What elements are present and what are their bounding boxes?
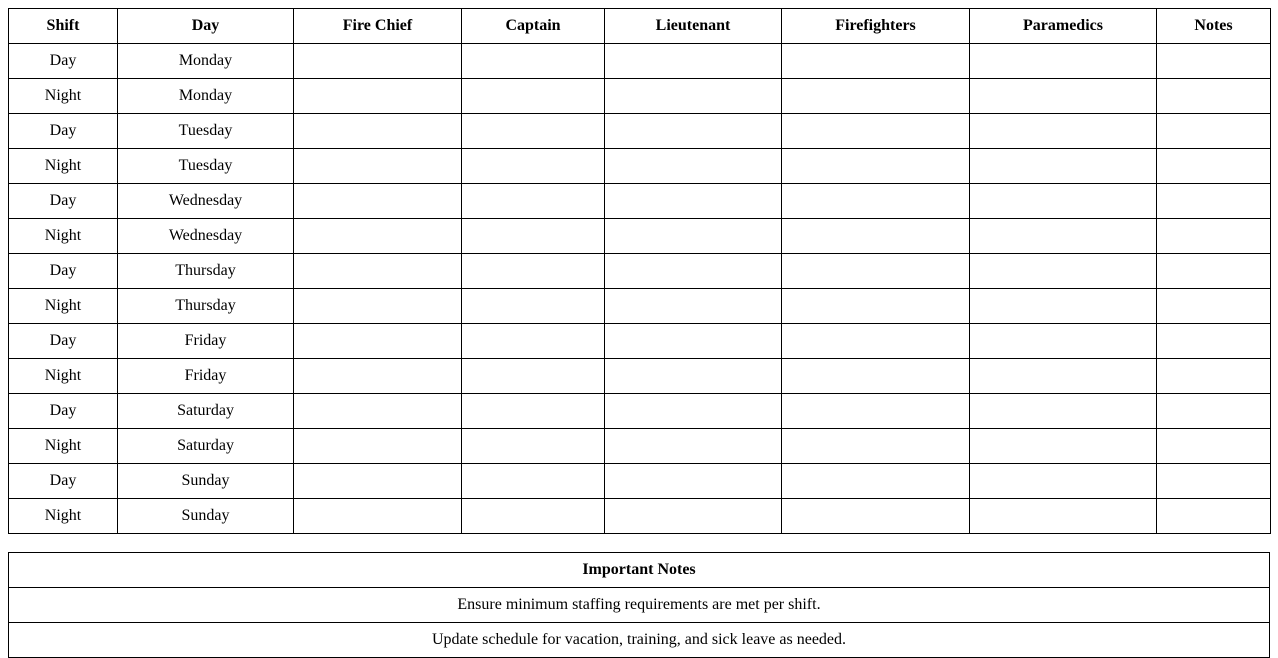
cell-lieutenant: [605, 79, 782, 114]
cell-captain: [462, 359, 605, 394]
cell-captain: [462, 114, 605, 149]
table-row: [9, 114, 1271, 149]
column-header-day: Day: [118, 9, 294, 44]
cell-lieutenant: [605, 184, 782, 219]
cell-lieutenant: [605, 254, 782, 289]
cell-lieutenant: [605, 359, 782, 394]
cell-captain: [462, 79, 605, 114]
column-header-fire-chief: Fire Chief: [294, 9, 462, 44]
note-item: Ensure minimum staffing requirements are met per shift.: [9, 588, 1270, 623]
column-header-paramedics: Paramedics: [970, 9, 1157, 44]
cell-paramedics: [970, 254, 1157, 289]
note-item: Update schedule for vacation, training, and sick leave as needed.: [9, 623, 1270, 658]
cell-firefighters: [782, 44, 970, 79]
cell-notes: [1157, 499, 1271, 534]
table-row: [9, 219, 1271, 254]
cell-paramedics: [970, 219, 1157, 254]
cell-lieutenant: [605, 394, 782, 429]
column-header-captain: Captain: [462, 9, 605, 44]
cell-notes: [1157, 394, 1271, 429]
cell-firefighters: [782, 464, 970, 499]
cell-notes: [1157, 254, 1271, 289]
cell-fire-chief: [294, 324, 462, 359]
cell-captain: [462, 184, 605, 219]
notes-title-row: [9, 553, 1270, 588]
cell-day: Thursday: [118, 289, 294, 324]
column-header-firefighters: Firefighters: [782, 9, 970, 44]
table-row: [9, 44, 1271, 79]
cell-firefighters: [782, 499, 970, 534]
schedule-body: [9, 44, 1271, 534]
cell-shift: Night: [9, 289, 118, 324]
table-row: [9, 254, 1271, 289]
table-row: [9, 184, 1271, 219]
cell-firefighters: [782, 219, 970, 254]
cell-captain: [462, 499, 605, 534]
shift-schedule-table: [8, 8, 1271, 534]
cell-shift: Night: [9, 79, 118, 114]
cell-firefighters: [782, 79, 970, 114]
cell-fire-chief: [294, 289, 462, 324]
cell-day: Thursday: [118, 254, 294, 289]
table-row: [9, 464, 1271, 499]
cell-shift: Night: [9, 429, 118, 464]
cell-fire-chief: [294, 184, 462, 219]
cell-notes: [1157, 79, 1271, 114]
cell-fire-chief: [294, 429, 462, 464]
table-row: [9, 429, 1271, 464]
cell-firefighters: [782, 429, 970, 464]
column-header-lieutenant: Lieutenant: [605, 9, 782, 44]
cell-fire-chief: [294, 219, 462, 254]
cell-notes: [1157, 289, 1271, 324]
cell-notes: [1157, 464, 1271, 499]
cell-paramedics: [970, 44, 1157, 79]
cell-paramedics: [970, 184, 1157, 219]
cell-captain: [462, 149, 605, 184]
cell-shift: Day: [9, 254, 118, 289]
column-header-notes: Notes: [1157, 9, 1271, 44]
cell-day: Tuesday: [118, 149, 294, 184]
cell-notes: [1157, 44, 1271, 79]
cell-firefighters: [782, 324, 970, 359]
cell-notes: [1157, 429, 1271, 464]
notes-row: [9, 623, 1270, 658]
cell-lieutenant: [605, 464, 782, 499]
cell-day: Monday: [118, 44, 294, 79]
table-row: [9, 394, 1271, 429]
column-header-shift: Shift: [9, 9, 118, 44]
cell-notes: [1157, 359, 1271, 394]
notes-row: [9, 588, 1270, 623]
cell-firefighters: [782, 359, 970, 394]
cell-day: Monday: [118, 79, 294, 114]
cell-paramedics: [970, 289, 1157, 324]
notes-title: Important Notes: [9, 553, 1270, 588]
cell-paramedics: [970, 149, 1157, 184]
cell-day: Saturday: [118, 394, 294, 429]
cell-captain: [462, 394, 605, 429]
cell-notes: [1157, 114, 1271, 149]
cell-notes: [1157, 184, 1271, 219]
cell-lieutenant: [605, 289, 782, 324]
cell-shift: Night: [9, 499, 118, 534]
cell-fire-chief: [294, 79, 462, 114]
cell-fire-chief: [294, 44, 462, 79]
cell-paramedics: [970, 394, 1157, 429]
cell-firefighters: [782, 394, 970, 429]
table-row: [9, 289, 1271, 324]
cell-firefighters: [782, 149, 970, 184]
cell-day: Wednesday: [118, 219, 294, 254]
cell-shift: Day: [9, 114, 118, 149]
cell-shift: Night: [9, 149, 118, 184]
cell-shift: Day: [9, 184, 118, 219]
cell-notes: [1157, 219, 1271, 254]
cell-lieutenant: [605, 219, 782, 254]
cell-day: Sunday: [118, 499, 294, 534]
cell-day: Wednesday: [118, 184, 294, 219]
cell-firefighters: [782, 289, 970, 324]
important-notes-table: [8, 552, 1270, 658]
cell-day: Friday: [118, 359, 294, 394]
cell-notes: [1157, 324, 1271, 359]
cell-fire-chief: [294, 464, 462, 499]
cell-notes: [1157, 149, 1271, 184]
cell-paramedics: [970, 464, 1157, 499]
cell-day: Sunday: [118, 464, 294, 499]
cell-captain: [462, 289, 605, 324]
cell-captain: [462, 324, 605, 359]
cell-lieutenant: [605, 44, 782, 79]
cell-firefighters: [782, 114, 970, 149]
cell-day: Friday: [118, 324, 294, 359]
cell-firefighters: [782, 254, 970, 289]
cell-fire-chief: [294, 394, 462, 429]
table-row: [9, 79, 1271, 114]
table-header-row: [9, 9, 1271, 44]
cell-shift: Night: [9, 219, 118, 254]
cell-captain: [462, 254, 605, 289]
cell-fire-chief: [294, 254, 462, 289]
cell-fire-chief: [294, 499, 462, 534]
cell-captain: [462, 464, 605, 499]
cell-firefighters: [782, 184, 970, 219]
cell-shift: Day: [9, 44, 118, 79]
table-row: [9, 149, 1271, 184]
cell-lieutenant: [605, 114, 782, 149]
cell-fire-chief: [294, 114, 462, 149]
cell-lieutenant: [605, 499, 782, 534]
cell-paramedics: [970, 79, 1157, 114]
table-row: [9, 499, 1271, 534]
cell-shift: Day: [9, 464, 118, 499]
cell-captain: [462, 429, 605, 464]
cell-shift: Night: [9, 359, 118, 394]
cell-paramedics: [970, 359, 1157, 394]
cell-lieutenant: [605, 429, 782, 464]
cell-lieutenant: [605, 324, 782, 359]
cell-shift: Day: [9, 324, 118, 359]
cell-captain: [462, 219, 605, 254]
cell-shift: Day: [9, 394, 118, 429]
cell-fire-chief: [294, 149, 462, 184]
cell-paramedics: [970, 499, 1157, 534]
cell-paramedics: [970, 114, 1157, 149]
cell-paramedics: [970, 324, 1157, 359]
table-row: [9, 324, 1271, 359]
cell-day: Saturday: [118, 429, 294, 464]
cell-paramedics: [970, 429, 1157, 464]
cell-fire-chief: [294, 359, 462, 394]
cell-lieutenant: [605, 149, 782, 184]
table-row: [9, 359, 1271, 394]
cell-day: Tuesday: [118, 114, 294, 149]
cell-captain: [462, 44, 605, 79]
